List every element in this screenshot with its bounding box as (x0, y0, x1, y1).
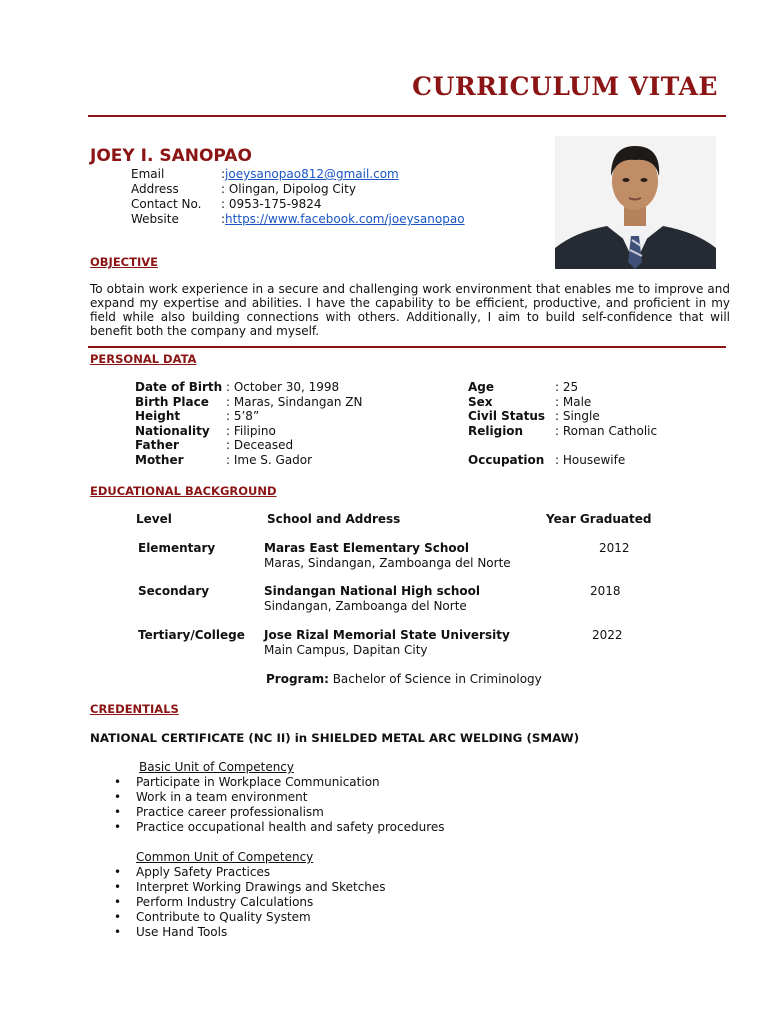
list-item: • Work in a team environment (136, 790, 445, 805)
document-title: CURRICULUM VITAE (412, 72, 718, 101)
certificate-title: NATIONAL CERTIFICATE (NC II) in SHIELDED METAL ARC WELDING (SMAW) (90, 731, 580, 745)
common-unit-list (136, 865, 386, 940)
personal-value: : Deceased (226, 438, 294, 453)
basic-unit-list (136, 775, 445, 835)
personal-label: Birth Place (135, 394, 209, 409)
education-heading: EDUCATIONAL BACKGROUND (90, 484, 277, 498)
common-unit-title: Common Unit of Competency (136, 850, 314, 864)
personal-row (468, 453, 657, 468)
personal-label: Date of Birth (135, 380, 223, 394)
personal-value: : Maras, Sindangan ZN (226, 394, 363, 409)
personal-label: Nationality (135, 423, 210, 438)
personal-label: Mother (135, 452, 184, 467)
list-item: • Perform Industry Calculations (136, 895, 386, 910)
personal-label: Sex (468, 394, 493, 409)
contact-address (131, 182, 465, 197)
personal-row (135, 395, 362, 410)
education-school (264, 584, 480, 614)
list-item: • Contribute to Quality System (136, 910, 386, 925)
personal-value: : Single (555, 409, 600, 424)
personal-label (468, 438, 555, 453)
contact-website (131, 212, 465, 227)
list-item: • Practice occupational health and safety procedures (136, 820, 445, 835)
title-divider (88, 115, 726, 117)
personal-row (468, 438, 657, 453)
list-item: • Interpret Working Drawings and Sketches (136, 880, 386, 895)
list-item: • Apply Safety Practices (136, 865, 386, 880)
personal-label: Occupation (468, 452, 545, 467)
contact-colon: : (221, 167, 226, 181)
list-item: • Use Hand Tools (136, 925, 386, 940)
objective-heading: OBJECTIVE (90, 255, 158, 269)
personal-label: Father (135, 438, 179, 453)
list-item: • Practice career professionalism (136, 805, 445, 820)
contact-colon: : (221, 212, 226, 226)
column-header-level: Level (136, 512, 172, 526)
education-year: 2022 (592, 628, 623, 642)
program-label: Program: (266, 672, 329, 686)
personal-value: : Roman Catholic (555, 423, 658, 438)
website-link[interactable]: https://www.facebook.com/joeysanopao (225, 212, 465, 226)
school-name: Jose Rizal Memorial State University (264, 628, 510, 642)
list-item: • Participate in Workplace Communication (136, 775, 445, 790)
personal-value: : Male (555, 394, 592, 409)
personal-row (135, 438, 362, 453)
personal-value: : Ime S. Gador (226, 452, 313, 467)
personal-label: Religion (468, 423, 524, 438)
contact-value: : 0953-175-9824 (221, 197, 322, 211)
personal-value: : Filipino (226, 423, 276, 438)
personal-value: : 5’8” (226, 409, 260, 424)
education-level: Elementary (138, 541, 216, 555)
education-school (264, 541, 511, 571)
education-year: 2018 (590, 584, 621, 598)
education-level: Tertiary/College (138, 628, 245, 642)
credentials-heading: CREDENTIALS (90, 702, 179, 716)
personal-row (135, 424, 362, 439)
personal-row (135, 453, 362, 468)
contact-label: Website (131, 212, 179, 226)
personal-data-right (468, 380, 657, 468)
education-year: 2012 (599, 541, 630, 555)
personal-row (135, 380, 362, 395)
personal-data-left (135, 380, 362, 468)
personal-label: Civil Status (468, 409, 546, 424)
personal-row (468, 395, 657, 410)
portrait-illustration (555, 136, 716, 269)
contact-block (131, 167, 465, 227)
personal-value: : 25 (555, 380, 579, 394)
contact-label: Email (131, 167, 165, 181)
education-school (264, 628, 510, 658)
personal-row (135, 409, 362, 424)
education-level: Secondary (138, 584, 210, 598)
personal-row (468, 380, 657, 395)
applicant-name: JOEY I. SANOPAO (90, 146, 252, 166)
email-link[interactable]: joeysanopao812@gmail.com (225, 167, 399, 181)
contact-label: Address (131, 182, 179, 196)
objective-text: To obtain work experience in a secure and challenging work environment that enables me to improve and expand my expertise and abilities. I have the capability to be efficient, productive, and proficient in my field while also building connections with others. Additionally, I aim to build self-confidence that will benefit both the company and myself. (90, 282, 730, 338)
personal-row (468, 424, 657, 439)
school-name: Sindangan National High school (264, 584, 480, 598)
school-address: Main Campus, Dapitan City (264, 643, 428, 657)
personal-label: Age (468, 380, 495, 394)
column-header-school: School and Address (267, 512, 401, 526)
personal-label: Height (135, 409, 181, 424)
school-address: Sindangan, Zamboanga del Norte (264, 599, 467, 613)
school-name: Maras East Elementary School (264, 541, 470, 555)
program-line (266, 672, 542, 687)
school-address: Maras, Sindangan, Zamboanga del Norte (264, 556, 511, 570)
personal-data-heading: PERSONAL DATA (90, 352, 197, 366)
contact-phone (131, 197, 465, 212)
personal-row (468, 409, 657, 424)
contact-value: : Olingan, Dipolog City (221, 182, 356, 196)
column-header-year: Year Graduated (546, 512, 652, 526)
basic-unit-title: Basic Unit of Competency (139, 760, 295, 774)
program-value: Bachelor of Science in Criminology (328, 672, 542, 686)
personal-value: : October 30, 1998 (226, 380, 340, 394)
personal-value: : Housewife (555, 452, 626, 467)
contact-email (131, 167, 465, 182)
contact-label: Contact No. (131, 197, 202, 211)
objective-divider (88, 346, 726, 348)
profile-photo (555, 136, 716, 269)
